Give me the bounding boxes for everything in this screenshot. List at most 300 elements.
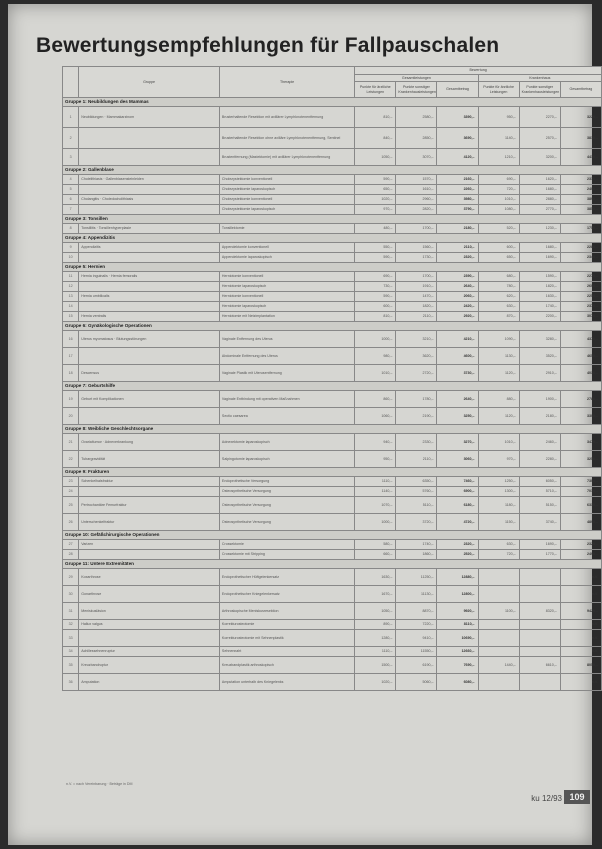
group-header-row bbox=[63, 531, 602, 540]
value-punkte-arzt: 1000,– bbox=[355, 331, 396, 348]
row-index: 7 bbox=[63, 205, 79, 215]
row-therapie: Brusterhaltende Resektion mit axillärer Lymphknotenentfernung bbox=[219, 107, 354, 128]
row-therapie: Herniotomie laparoskopisch bbox=[219, 282, 354, 292]
value-punkte-sonst-2: 6050,– bbox=[519, 477, 560, 487]
row-index: 28 bbox=[63, 550, 79, 560]
value-gesamtbetrag: 6080,– bbox=[437, 674, 478, 691]
value-gesamtbetrag: 2260,– bbox=[437, 185, 478, 195]
table-row bbox=[63, 550, 602, 560]
journal-footer: ku 12/93 bbox=[531, 794, 562, 803]
table-row bbox=[63, 487, 602, 497]
value-punkte-sonst: 1910,– bbox=[396, 282, 437, 292]
row-gruppe bbox=[79, 302, 220, 312]
table-row bbox=[63, 365, 602, 382]
value-punkte-sonst: 2110,– bbox=[396, 451, 437, 468]
value-punkte-sonst: 5760,– bbox=[396, 487, 437, 497]
row-therapie: Vaginale Entbindung mit operativen Maßnahmen bbox=[219, 391, 354, 408]
row-index: 16 bbox=[63, 331, 79, 348]
row-gruppe: Meniskusläsion bbox=[79, 603, 220, 620]
value-gesamtbetrag-2: 2320,– bbox=[560, 540, 601, 550]
value-punkte-arzt: 690,– bbox=[355, 272, 396, 282]
value-gesamtbetrag-2: 3850,– bbox=[560, 205, 601, 215]
value-punkte-arzt-2: 950,– bbox=[478, 107, 519, 128]
row-gruppe: Hernia ventralis bbox=[79, 312, 220, 322]
value-punkte-arzt-2: 870,– bbox=[478, 312, 519, 322]
value-punkte-sonst: 3210,– bbox=[396, 331, 437, 348]
row-therapie: Endoprothetische Versorgung bbox=[219, 477, 354, 487]
value-gesamtbetrag-2: n.V. bbox=[560, 630, 601, 647]
value-punkte-sonst: 2580,– bbox=[396, 107, 437, 128]
row-index: 12 bbox=[63, 282, 79, 292]
row-therapie: Brustentfernung (Mastektomie) mit axillärer Lymphknotenentfernung bbox=[219, 149, 354, 166]
value-punkte-sonst: 8870,– bbox=[396, 603, 437, 620]
value-gesamtbetrag: 4720,– bbox=[437, 514, 478, 531]
value-gesamtbetrag-2: 3890,– bbox=[560, 195, 601, 205]
row-index: 14 bbox=[63, 302, 79, 312]
value-gesamtbetrag-2: 6330,– bbox=[560, 497, 601, 514]
row-therapie: Abdominale Entfernung des Uterus bbox=[219, 348, 354, 365]
value-punkte-arzt: 600,– bbox=[355, 302, 396, 312]
row-index: 5 bbox=[63, 185, 79, 195]
row-index: 26 bbox=[63, 514, 79, 531]
row-therapie: Vaginale Entfernung des Uterus bbox=[219, 331, 354, 348]
table-row bbox=[63, 514, 602, 531]
row-gruppe bbox=[79, 408, 220, 425]
header-therapie: Therapie bbox=[219, 67, 354, 98]
table-row bbox=[63, 128, 602, 149]
value-punkte-arzt: 1630,– bbox=[355, 569, 396, 586]
row-gruppe: Tubargravidität bbox=[79, 451, 220, 468]
value-punkte-arzt-2: 520,– bbox=[478, 224, 519, 234]
value-punkte-arzt: 810,– bbox=[355, 107, 396, 128]
row-index: 10 bbox=[63, 253, 79, 263]
row-index: 33 bbox=[63, 630, 79, 647]
row-therapie: Sectio caesarea bbox=[219, 408, 354, 425]
row-gruppe: Tonsillitis · Tonsillenhyperplasie bbox=[79, 224, 220, 234]
value-gesamtbetrag-2: 4030,– bbox=[560, 365, 601, 382]
row-therapie: Cholezystektomie konventionell bbox=[219, 195, 354, 205]
value-gesamtbetrag-2: 3070,– bbox=[560, 312, 601, 322]
row-index: 15 bbox=[63, 312, 79, 322]
page-number: 109 bbox=[564, 790, 590, 804]
row-index: 19 bbox=[63, 391, 79, 408]
value-punkte-arzt-2: 1210,– bbox=[478, 149, 519, 166]
value-punkte-arzt-2: 690,– bbox=[478, 175, 519, 185]
value-punkte-arzt: 1280,– bbox=[355, 630, 396, 647]
table-body bbox=[63, 98, 602, 691]
row-therapie: Cholezystektomie laparoskopisch bbox=[219, 185, 354, 195]
value-punkte-sonst-2 bbox=[519, 674, 560, 691]
row-gruppe: Descensus bbox=[79, 365, 220, 382]
value-punkte-sonst: 1730,– bbox=[396, 253, 437, 263]
value-gesamtbetrag-2: 4410,– bbox=[560, 149, 601, 166]
value-punkte-sonst-2: 1230,– bbox=[519, 224, 560, 234]
row-therapie: Korrekturosteotomie bbox=[219, 620, 354, 630]
value-punkte-arzt: 730,– bbox=[355, 282, 396, 292]
group-header-row bbox=[63, 263, 602, 272]
group-label: Gruppe 11: Untere Extremitäten bbox=[63, 560, 602, 569]
row-index: 25 bbox=[63, 497, 79, 514]
value-gesamtbetrag: 4120,– bbox=[437, 149, 478, 166]
value-gesamtbetrag-2: 4890,– bbox=[560, 514, 601, 531]
value-punkte-arzt-2: 880,– bbox=[478, 391, 519, 408]
table-row bbox=[63, 331, 602, 348]
value-punkte-sonst-2: 1690,– bbox=[519, 540, 560, 550]
row-therapie: Brusterhaltende Resektion ohne axilläre Lymphknotenentfernung, Sentinel bbox=[219, 128, 354, 149]
header-gesamtbetrag-2: Gesamtbetrag bbox=[560, 82, 601, 98]
value-punkte-arzt-2: 1100,– bbox=[478, 603, 519, 620]
row-index: 23 bbox=[63, 477, 79, 487]
value-punkte-sonst-2: 2880,– bbox=[519, 195, 560, 205]
row-gruppe bbox=[79, 348, 220, 365]
group-label: Gruppe 8: Weibliche Geschlechtsorgane bbox=[63, 425, 602, 434]
header-gruppe: Gruppe bbox=[79, 67, 220, 98]
value-punkte-sonst-2 bbox=[519, 569, 560, 586]
value-punkte-sonst-2 bbox=[519, 620, 560, 630]
row-gruppe: Neubildungen · Mammakarzinom bbox=[79, 107, 220, 128]
value-punkte-sonst: 1700,– bbox=[396, 224, 437, 234]
value-punkte-sonst: 1820,– bbox=[396, 302, 437, 312]
row-gruppe: Appendizitis bbox=[79, 243, 220, 253]
value-gesamtbetrag-2: 3810,– bbox=[560, 128, 601, 149]
value-punkte-sonst-2: 2270,– bbox=[519, 107, 560, 128]
row-therapie: Arthroskopische Meniskusresektion bbox=[219, 603, 354, 620]
header-punkte-sonst: Punkte sonstiger Krankenhausleistungen bbox=[396, 82, 437, 98]
row-index: 6 bbox=[63, 195, 79, 205]
value-punkte-arzt-2: 1120,– bbox=[478, 365, 519, 382]
value-punkte-arzt-2: 1440,– bbox=[478, 657, 519, 674]
row-gruppe: Amputation bbox=[79, 674, 220, 691]
row-gruppe bbox=[79, 550, 220, 560]
value-punkte-arzt: 1000,– bbox=[355, 514, 396, 531]
group-label: Gruppe 6: Gynäkologische Operationen bbox=[63, 322, 602, 331]
value-punkte-sonst: 2190,– bbox=[396, 408, 437, 425]
value-punkte-sonst-2: 1770,– bbox=[519, 550, 560, 560]
value-punkte-sonst-2: 1680,– bbox=[519, 243, 560, 253]
table-row bbox=[63, 497, 602, 514]
value-punkte-arzt: 970,– bbox=[355, 205, 396, 215]
value-punkte-sonst: 3720,– bbox=[396, 514, 437, 531]
row-gruppe: Hernia umbilicalis bbox=[79, 292, 220, 302]
value-punkte-arzt-2: 1010,– bbox=[478, 434, 519, 451]
row-index: 27 bbox=[63, 540, 79, 550]
row-therapie: Cholezystektomie konventionell bbox=[219, 175, 354, 185]
row-gruppe: Varizen bbox=[79, 540, 220, 550]
value-punkte-sonst: 2330,– bbox=[396, 434, 437, 451]
row-therapie: Osteosynthetische Versorgung bbox=[219, 487, 354, 497]
table-row bbox=[63, 175, 602, 185]
table-row bbox=[63, 282, 602, 292]
value-punkte-arzt-2: 780,– bbox=[478, 282, 519, 292]
table-row bbox=[63, 451, 602, 468]
value-gesamtbetrag-2: n.V. bbox=[560, 620, 601, 630]
value-punkte-sonst-2: 2280,– bbox=[519, 451, 560, 468]
group-header-row bbox=[63, 382, 602, 391]
table-row bbox=[63, 391, 602, 408]
value-punkte-arzt: 890,– bbox=[355, 620, 396, 630]
value-punkte-sonst: 7220,– bbox=[396, 620, 437, 630]
value-punkte-arzt: 650,– bbox=[355, 185, 396, 195]
value-gesamtbetrag: 2420,– bbox=[437, 302, 478, 312]
value-punkte-arzt: 1070,– bbox=[355, 497, 396, 514]
value-punkte-arzt-2: 1250,– bbox=[478, 477, 519, 487]
value-punkte-sonst: 3620,– bbox=[396, 348, 437, 365]
fee-table-wrap bbox=[62, 66, 602, 691]
value-punkte-sonst-2: 3520,– bbox=[519, 348, 560, 365]
value-gesamtbetrag-2: n.V. bbox=[560, 586, 601, 603]
value-punkte-sonst: 11550,– bbox=[396, 647, 437, 657]
table-row bbox=[63, 657, 602, 674]
row-index: 34 bbox=[63, 647, 79, 657]
value-gesamtbetrag-2: 7010,– bbox=[560, 487, 601, 497]
value-punkte-sonst: 1780,– bbox=[396, 391, 437, 408]
row-index: 35 bbox=[63, 657, 79, 674]
value-punkte-sonst-2 bbox=[519, 586, 560, 603]
value-gesamtbetrag: 3250,– bbox=[437, 408, 478, 425]
row-therapie: Crossektomie bbox=[219, 540, 354, 550]
table-row bbox=[63, 302, 602, 312]
value-gesamtbetrag-2: 2310,– bbox=[560, 175, 601, 185]
row-index: 21 bbox=[63, 434, 79, 451]
row-therapie: Vaginale Plastik mit Uterusentfernung bbox=[219, 365, 354, 382]
row-index: 24 bbox=[63, 487, 79, 497]
value-gesamtbetrag: 7460,– bbox=[437, 477, 478, 487]
value-gesamtbetrag-2: 2340,– bbox=[560, 253, 601, 263]
value-punkte-arzt-2: 1090,– bbox=[478, 331, 519, 348]
value-punkte-sonst: 6350,– bbox=[396, 477, 437, 487]
value-punkte-arzt-2: 1130,– bbox=[478, 348, 519, 365]
row-therapie: Crossektomie mit Stripping bbox=[219, 550, 354, 560]
value-punkte-arzt-2: 720,– bbox=[478, 550, 519, 560]
table-row bbox=[63, 312, 602, 322]
value-punkte-sonst-2: 2200,– bbox=[519, 312, 560, 322]
value-punkte-arzt-2: 1150,– bbox=[478, 514, 519, 531]
value-gesamtbetrag-2: 1750,– bbox=[560, 224, 601, 234]
row-gruppe: Ovarialtumor · Adnexerkrankung bbox=[79, 434, 220, 451]
group-label: Gruppe 9: Frakturen bbox=[63, 468, 602, 477]
table-row bbox=[63, 408, 602, 425]
value-punkte-sonst: 6190,– bbox=[396, 657, 437, 674]
value-punkte-arzt-2 bbox=[478, 647, 519, 657]
value-punkte-arzt-2 bbox=[478, 586, 519, 603]
value-punkte-arzt: 1060,– bbox=[355, 408, 396, 425]
table-row bbox=[63, 205, 602, 215]
value-gesamtbetrag-2: 8050,– bbox=[560, 657, 601, 674]
row-therapie: Kreuzbandplastik arthroskopisch bbox=[219, 657, 354, 674]
value-gesamtbetrag: 2640,– bbox=[437, 282, 478, 292]
value-punkte-arzt: 590,– bbox=[355, 253, 396, 263]
row-gruppe bbox=[79, 282, 220, 292]
value-gesamtbetrag-2: 7300,– bbox=[560, 477, 601, 487]
value-punkte-arzt: 580,– bbox=[355, 540, 396, 550]
value-gesamtbetrag: 2640,– bbox=[437, 391, 478, 408]
value-punkte-arzt-2: 620,– bbox=[478, 292, 519, 302]
value-punkte-sonst: 1560,– bbox=[396, 243, 437, 253]
value-punkte-arzt-2: 1120,– bbox=[478, 408, 519, 425]
table-row bbox=[63, 603, 602, 620]
row-gruppe bbox=[79, 149, 220, 166]
value-punkte-arzt-2: 630,– bbox=[478, 540, 519, 550]
value-gesamtbetrag: 4210,– bbox=[437, 331, 478, 348]
row-index: 29 bbox=[63, 569, 79, 586]
value-punkte-arzt-2: 720,– bbox=[478, 185, 519, 195]
value-punkte-sonst-2: 1630,– bbox=[519, 292, 560, 302]
value-punkte-arzt: 590,– bbox=[355, 292, 396, 302]
table-row bbox=[63, 149, 602, 166]
value-gesamtbetrag: 12800,– bbox=[437, 586, 478, 603]
value-gesamtbetrag: 3790,– bbox=[437, 205, 478, 215]
value-punkte-sonst: 11130,– bbox=[396, 586, 437, 603]
value-gesamtbetrag: 2060,– bbox=[437, 292, 478, 302]
value-punkte-arzt-2: 970,– bbox=[478, 451, 519, 468]
group-header-row bbox=[63, 166, 602, 175]
value-gesamtbetrag-2: 4370,– bbox=[560, 331, 601, 348]
value-punkte-sonst-2: 2570,– bbox=[519, 128, 560, 149]
footnote: n.V. = nach Vereinbarung · Beträge in DM bbox=[66, 782, 133, 786]
value-punkte-arzt-2: 1010,– bbox=[478, 195, 519, 205]
row-index: 4 bbox=[63, 175, 79, 185]
value-gesamtbetrag: 2320,– bbox=[437, 540, 478, 550]
header-gesamtbetrag: Gesamtbetrag bbox=[437, 82, 478, 98]
value-punkte-sonst: 1860,– bbox=[396, 550, 437, 560]
row-therapie: Endoprothetischer Kniegelenkersatz bbox=[219, 586, 354, 603]
value-punkte-sonst: 2960,– bbox=[396, 195, 437, 205]
value-gesamtbetrag: 3690,– bbox=[437, 128, 478, 149]
value-punkte-sonst: 1470,– bbox=[396, 292, 437, 302]
row-index: 2 bbox=[63, 128, 79, 149]
row-gruppe: Gonarthrose bbox=[79, 586, 220, 603]
value-punkte-sonst: 5110,– bbox=[396, 497, 437, 514]
value-punkte-sonst-2: 2770,– bbox=[519, 205, 560, 215]
value-punkte-sonst-2 bbox=[519, 630, 560, 647]
row-therapie: Herniotomie konventionell bbox=[219, 272, 354, 282]
value-gesamtbetrag-2: 2280,– bbox=[560, 243, 601, 253]
value-gesamtbetrag-2: 2780,– bbox=[560, 391, 601, 408]
value-punkte-sonst-2: 3280,– bbox=[519, 331, 560, 348]
row-therapie: Osteosynthetische Versorgung bbox=[219, 497, 354, 514]
table-header bbox=[63, 67, 602, 98]
value-punkte-arzt: 980,– bbox=[355, 348, 396, 365]
value-gesamtbetrag: 7690,– bbox=[437, 657, 478, 674]
value-punkte-sonst-2: 1820,– bbox=[519, 282, 560, 292]
table-row bbox=[63, 477, 602, 487]
value-gesamtbetrag-2: 2370,– bbox=[560, 302, 601, 312]
value-gesamtbetrag-2: n.V. bbox=[560, 674, 601, 691]
value-punkte-arzt-2: 600,– bbox=[478, 243, 519, 253]
row-index: 3 bbox=[63, 149, 79, 166]
row-gruppe bbox=[79, 128, 220, 149]
table-row bbox=[63, 272, 602, 282]
value-punkte-arzt-2: 680,– bbox=[478, 272, 519, 282]
row-gruppe bbox=[79, 253, 220, 263]
table-row bbox=[63, 292, 602, 302]
value-gesamtbetrag: 9920,– bbox=[437, 603, 478, 620]
header-bewertung: Bewertung bbox=[355, 67, 602, 75]
value-punkte-arzt: 940,– bbox=[355, 434, 396, 451]
value-gesamtbetrag: 2520,– bbox=[437, 550, 478, 560]
table-row bbox=[63, 107, 602, 128]
group-header-row bbox=[63, 560, 602, 569]
row-index: 31 bbox=[63, 603, 79, 620]
value-punkte-arzt: 1670,– bbox=[355, 586, 396, 603]
value-gesamtbetrag-2: 3220,– bbox=[560, 107, 601, 128]
value-gesamtbetrag: 2180,– bbox=[437, 224, 478, 234]
value-punkte-sonst-2: 3740,– bbox=[519, 514, 560, 531]
row-gruppe: Uterus myomatosus · Blutungsstörungen bbox=[79, 331, 220, 348]
row-therapie: Sehnennaht bbox=[219, 647, 354, 657]
row-therapie: Korrekturosteotomie mit Sehnenplastik bbox=[219, 630, 354, 647]
group-header-row bbox=[63, 425, 602, 434]
row-gruppe bbox=[79, 487, 220, 497]
row-therapie: Osteosynthetische Versorgung bbox=[219, 514, 354, 531]
row-therapie: Herniotomie laparoskopisch bbox=[219, 302, 354, 312]
value-punkte-arzt: 1110,– bbox=[355, 647, 396, 657]
value-gesamtbetrag: 3390,– bbox=[437, 107, 478, 128]
group-label: Gruppe 1: Neubildungen des Mammas bbox=[63, 98, 602, 107]
group-header-row bbox=[63, 468, 602, 477]
table-row bbox=[63, 647, 602, 657]
row-therapie: Tonsillektomie bbox=[219, 224, 354, 234]
value-gesamtbetrag: 2160,– bbox=[437, 175, 478, 185]
value-gesamtbetrag-2: 2600,– bbox=[560, 282, 601, 292]
fee-table bbox=[62, 66, 602, 691]
value-gesamtbetrag: 12660,– bbox=[437, 647, 478, 657]
table-row bbox=[63, 253, 602, 263]
value-gesamtbetrag: 3270,– bbox=[437, 434, 478, 451]
header-punkte-arzt-2: Punkte für ärztliche Leistungen bbox=[478, 82, 519, 98]
group-header-row bbox=[63, 98, 602, 107]
value-gesamtbetrag: 3730,– bbox=[437, 365, 478, 382]
value-punkte-sonst-2: 2910,– bbox=[519, 365, 560, 382]
value-punkte-arzt: 1110,– bbox=[355, 477, 396, 487]
value-gesamtbetrag: 8110,– bbox=[437, 620, 478, 630]
row-gruppe: Schenkelhalsfraktur bbox=[79, 477, 220, 487]
value-punkte-arzt: 590,– bbox=[355, 175, 396, 185]
row-therapie: Salpingotomie laparoskopisch bbox=[219, 451, 354, 468]
row-gruppe: Cholangitis · Choledocholithiasis bbox=[79, 195, 220, 205]
value-punkte-sonst-2: 5150,– bbox=[519, 497, 560, 514]
row-index: 1 bbox=[63, 107, 79, 128]
row-gruppe: Achillessehnenruptur bbox=[79, 647, 220, 657]
value-gesamtbetrag: 2390,– bbox=[437, 272, 478, 282]
table-row bbox=[63, 348, 602, 365]
page-title: Bewertungsempfehlungen für Fallpauschalen bbox=[36, 34, 500, 57]
row-gruppe: Cholelithiasis · Gallenblasensteinleiden bbox=[79, 175, 220, 185]
table-row bbox=[63, 243, 602, 253]
value-punkte-arzt-2: 630,– bbox=[478, 302, 519, 312]
table-row bbox=[63, 569, 602, 586]
value-gesamtbetrag-2: 3250,– bbox=[560, 451, 601, 468]
table-row bbox=[63, 620, 602, 630]
value-punkte-arzt: 1140,– bbox=[355, 487, 396, 497]
row-index: 30 bbox=[63, 586, 79, 603]
group-label: Gruppe 3: Tonsillen bbox=[63, 215, 602, 224]
group-label: Gruppe 2: Gallenblase bbox=[63, 166, 602, 175]
value-gesamtbetrag-2: 2250,– bbox=[560, 292, 601, 302]
group-label: Gruppe 5: Hernien bbox=[63, 263, 602, 272]
value-punkte-sonst-2: 1740,– bbox=[519, 302, 560, 312]
table-row bbox=[63, 195, 602, 205]
row-therapie: Endoprothetischer Hüftgelenkersatz bbox=[219, 569, 354, 586]
value-punkte-sonst-2: 1620,– bbox=[519, 175, 560, 185]
value-punkte-arzt: 1010,– bbox=[355, 365, 396, 382]
value-gesamtbetrag: 2920,– bbox=[437, 312, 478, 322]
table-row bbox=[63, 434, 602, 451]
row-gruppe: Koxarthrose bbox=[79, 569, 220, 586]
header-index bbox=[63, 67, 79, 98]
value-gesamtbetrag: 3980,– bbox=[437, 195, 478, 205]
value-punkte-arzt: 550,– bbox=[355, 243, 396, 253]
